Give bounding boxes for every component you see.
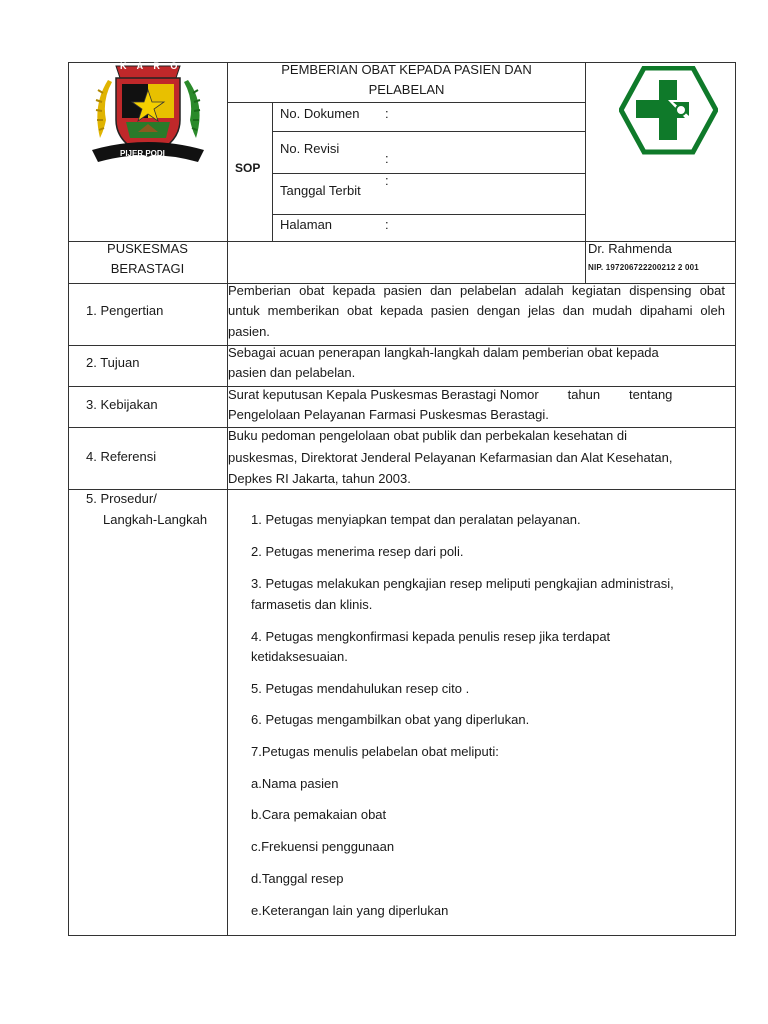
document-title-line-2: PELABELAN — [368, 82, 445, 97]
field-no-dokumen-label: No. Dokumen — [280, 106, 360, 121]
section-referensi-line-2: puskesmas, Direktorat Jenderal Pelayanan Kefarmasian dan Alat Kesehatan, — [228, 450, 673, 465]
field-no-dokumen-value: : — [385, 106, 389, 121]
section-pengertian-line-1: Pemberian obat kepada pasien dan pelabelan adalah kegiatan dispensing obat — [228, 283, 725, 298]
table-border-bottom — [68, 935, 736, 936]
section-tujuan-line-1: Sebagai acuan penerapan langkah-langkah dalam pemberian obat kepada — [228, 345, 659, 360]
eye-icon — [676, 105, 686, 115]
field-halaman-value: : — [385, 217, 389, 232]
puskesmas-logo — [619, 66, 718, 155]
procedure-step: b.Cara pemakaian obat — [251, 807, 387, 822]
section-prosedur-label-2: Langkah-Langkah — [103, 512, 208, 527]
field-tanggal-terbit-value: : — [385, 173, 389, 188]
procedure-step: 1. Petugas menyiapkan tempat dan peralatan pelayanan. — [251, 512, 581, 527]
section-referensi-label: 4. Referensi — [86, 449, 157, 464]
procedure-step: 6. Petugas mengambilkan obat yang diperlukan. — [251, 712, 530, 727]
procedure-step: a.Nama pasien — [251, 776, 339, 791]
procedure-step: d.Tanggal resep — [251, 871, 344, 886]
row-line-4 — [68, 489, 736, 490]
emblem-top-label: K A R O — [120, 61, 182, 71]
puskesmas-logo-icon — [619, 66, 718, 155]
field-halaman-label: Halaman — [280, 217, 333, 232]
field-line-1 — [272, 131, 586, 132]
sop-divider — [272, 102, 273, 241]
emblem-bottom-label: PIJER PODI — [120, 149, 165, 158]
official-name: Dr. Rahmenda — [588, 241, 672, 256]
field-no-revisi-label: No. Revisi — [280, 141, 340, 156]
field-tanggal-terbit-label: Tanggal Terbit — [280, 183, 361, 198]
institution-line-2: BERASTAGI — [110, 261, 185, 276]
official-nip: NIP. 197206722200212 2 001 — [588, 263, 699, 272]
col-divider-left — [227, 62, 228, 936]
section-tujuan-line-2: pasien dan pelabelan. — [228, 365, 356, 380]
procedure-step: e.Keterangan lain yang diperlukan — [251, 903, 449, 918]
table-border-left — [68, 62, 69, 936]
section-referensi-line-1: Buku pedoman pengelolaan obat publik dan perbekalan kesehatan di — [228, 428, 627, 443]
procedure-step: 3. Petugas melakukan pengkajian resep meliputi pengkajian administrasi, — [251, 576, 674, 591]
section-tujuan-label: 2. Tujuan — [86, 355, 140, 370]
field-no-revisi-value: : — [385, 151, 389, 166]
procedure-step: 4. Petugas mengkonfirmasi kepada penulis resep jika terdapat — [251, 629, 611, 644]
section-pengertian-line-3: pasien. — [228, 324, 270, 339]
section-referensi-line-3: Depkes RI Jakarta, tahun 2003. — [228, 471, 411, 486]
field-line-2 — [272, 173, 586, 174]
sop-label: SOP — [235, 161, 261, 175]
table-border-right — [735, 62, 736, 936]
institution-line-1: PUSKESMAS — [107, 241, 188, 256]
procedure-step: 2. Petugas menerima resep dari poli. — [251, 544, 464, 559]
procedure-step: 7.Petugas menulis pelabelan obat meliputi: — [251, 744, 499, 759]
procedure-step: 5. Petugas mendahulukan resep cito . — [251, 681, 470, 696]
document-title-line-1: PEMBERIAN OBAT KEPADA PASIEN DAN — [281, 62, 532, 77]
section-kebijakan-line-1: Surat keputusan Kepala Puskesmas Berastagi Nomor tahun tentang — [228, 387, 673, 402]
section-prosedur-label-1: 5. Prosedur/ — [86, 491, 157, 506]
section-pengertian-line-2: untuk memberikan obat kepada pasien dengan jelas dan mudah dipahami oleh — [228, 303, 725, 318]
procedure-step-continuation: farmasetis dan klinis. — [251, 597, 373, 612]
section-kebijakan-line-2: Pengelolaan Pelayanan Farmasi Puskesmas Berastagi. — [228, 407, 549, 422]
procedure-step: c.Frekuensi penggunaan — [251, 839, 395, 854]
section-pengertian-label: 1. Pengertian — [86, 303, 164, 318]
section-kebijakan-label: 3. Kebijakan — [86, 397, 158, 412]
procedure-step-continuation: ketidaksesuaian. — [251, 649, 348, 664]
